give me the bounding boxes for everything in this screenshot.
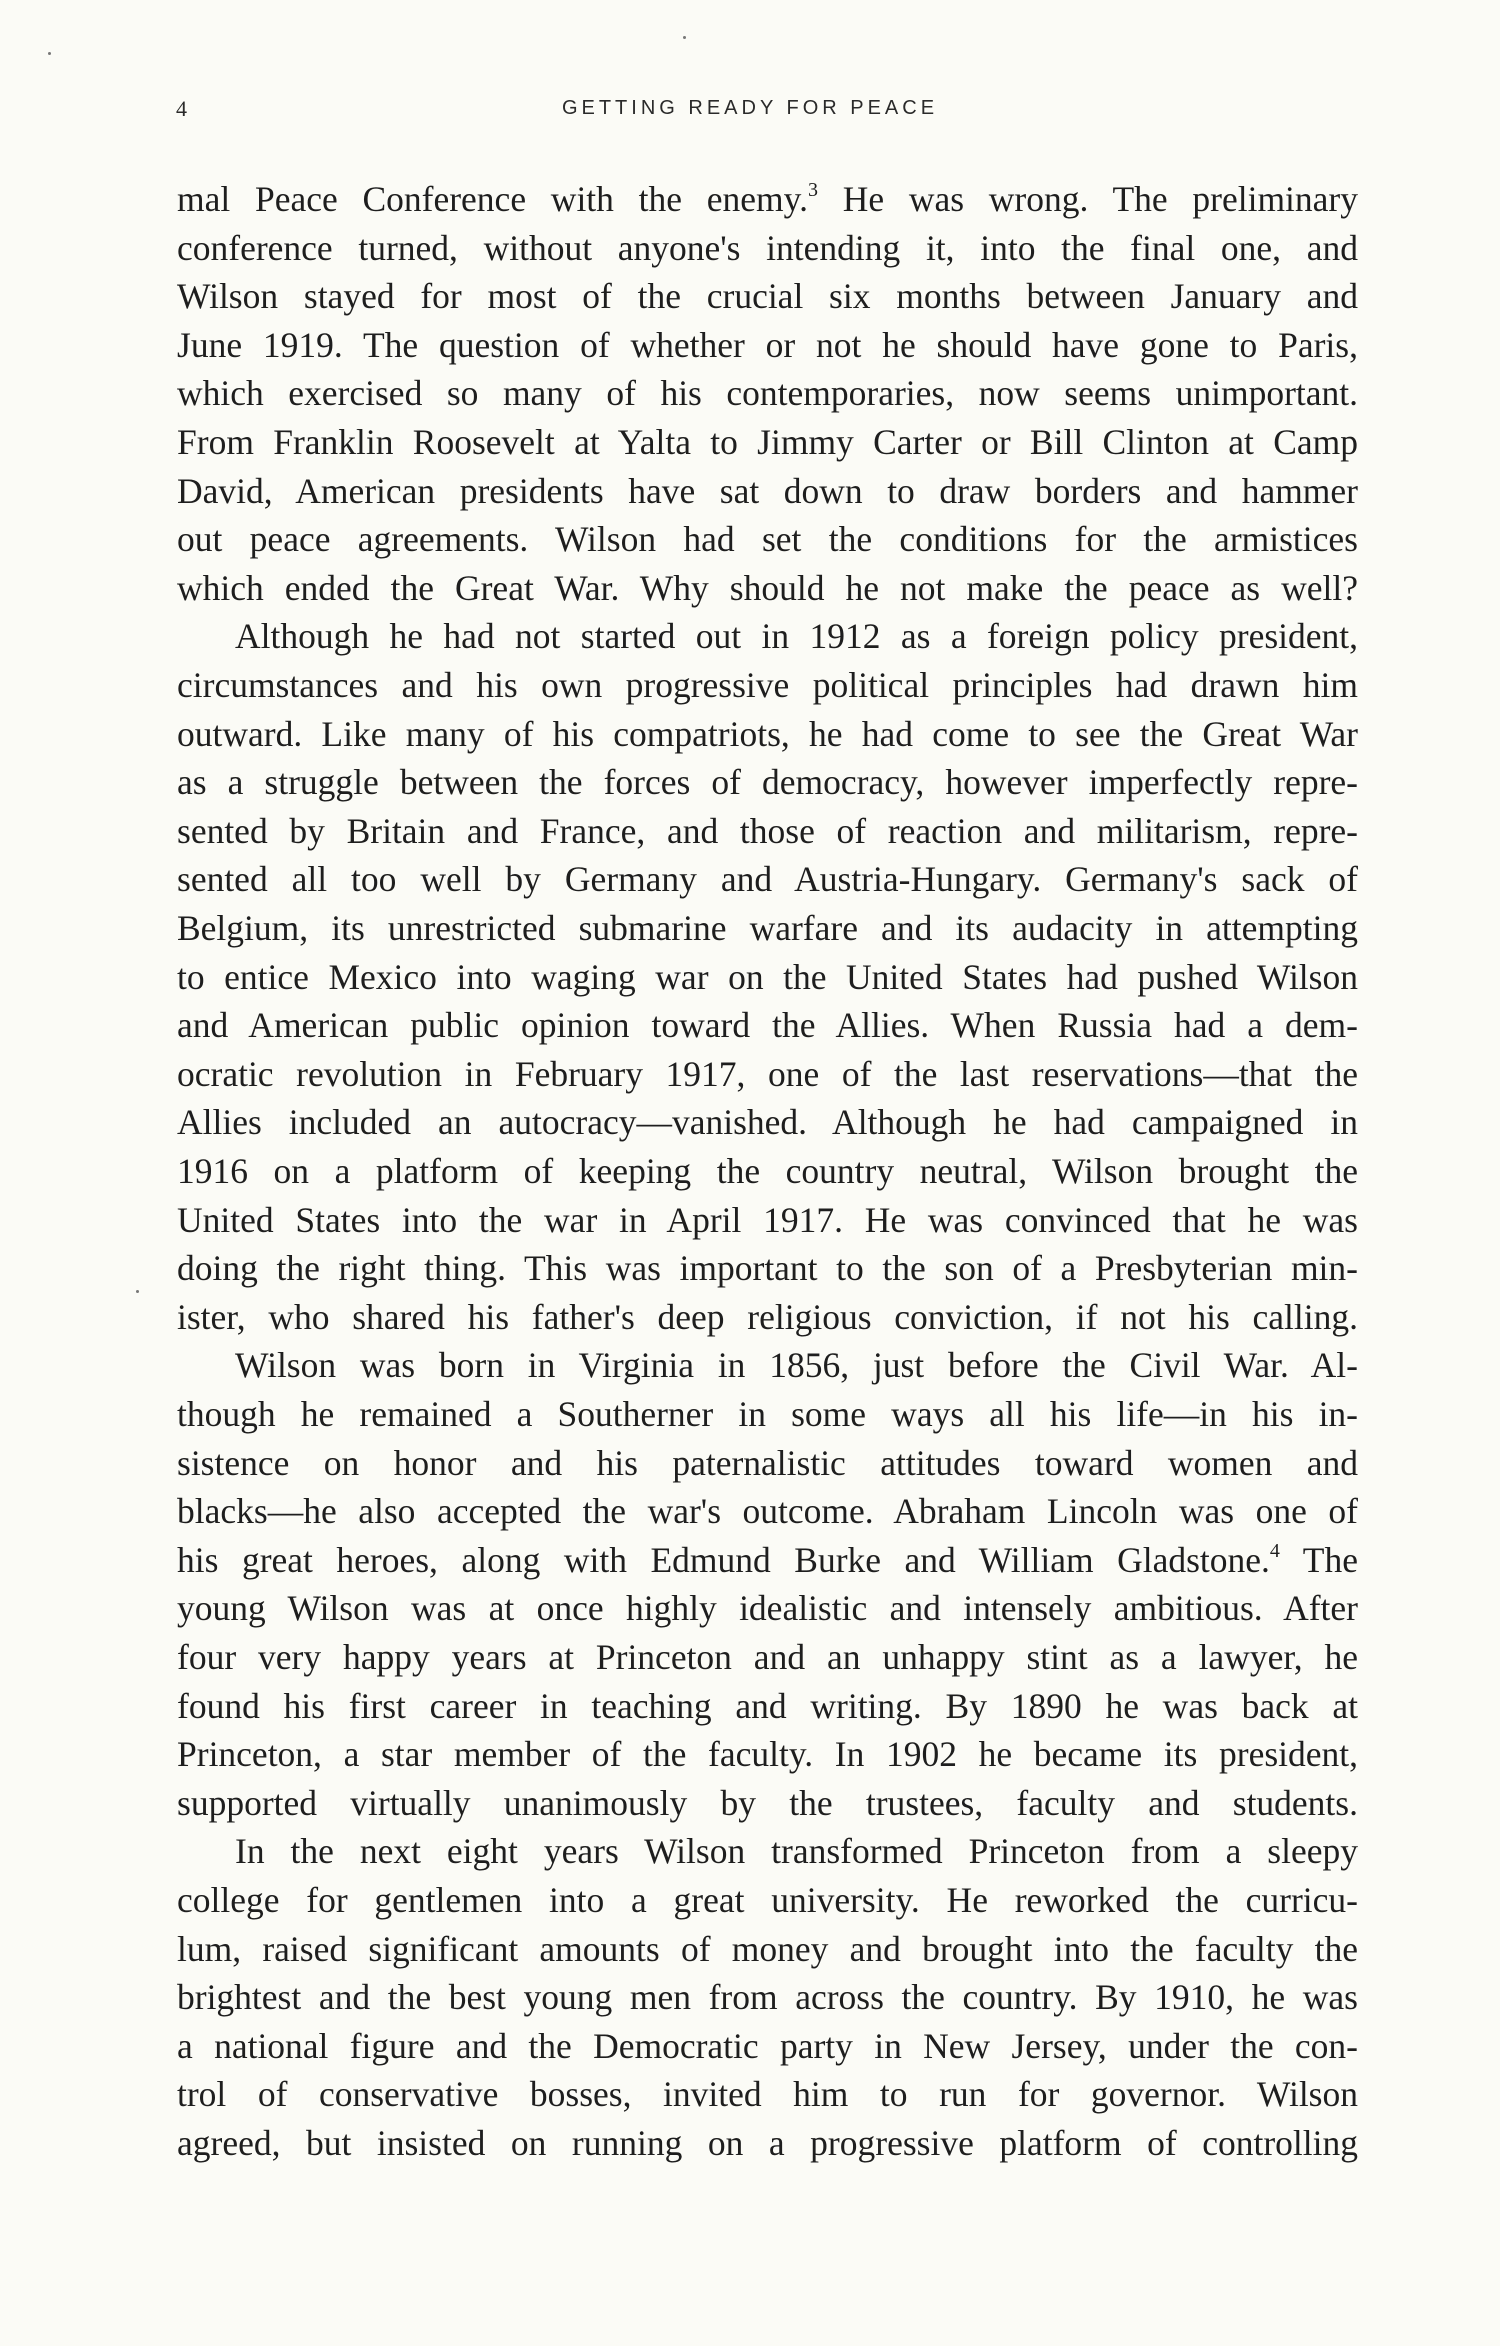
text-line [177, 1633, 1358, 1681]
line-text: and American public opinion toward the Allies. When Russia had a dem- [177, 1005, 1358, 1046]
text-line [177, 467, 1358, 515]
text-line [177, 1439, 1358, 1487]
text-line-content [177, 418, 1358, 466]
line-text: mal Peace Conference with the enemy. [177, 179, 808, 219]
text-line [177, 1050, 1358, 1098]
line-text: trol of conservative bosses, invited him to run for governor. Wilson [177, 2074, 1358, 2115]
text-line [235, 1341, 1358, 1389]
text-line-content [177, 272, 1358, 320]
line-text: From Franklin Roosevelt at Yalta to Jimmy Carter or Bill Clinton at Camp [177, 422, 1358, 462]
text-line [177, 2119, 1358, 2167]
line-text: college for gentlemen into a great university. He reworked the curricu- [177, 1880, 1358, 1920]
text-line-content [177, 807, 1358, 855]
line-text: The [1279, 1539, 1358, 1580]
line-text: sented all too well by Germany and Austria-Hungary. Germany's sack of [177, 859, 1358, 900]
line-text: Although he had not started out in 1912 as a foreign policy president, [235, 616, 1358, 657]
line-text: sistence on honor and his paternalistic attitudes toward women and [177, 1442, 1358, 1483]
line-text: Princeton, a star member of the faculty. In 1902 he became its president, [177, 1734, 1358, 1775]
line-text: found his first career in teaching and writing. By 1890 he was back at [177, 1685, 1358, 1726]
line-text: Wilson stayed for most of the crucial six months between January and [177, 276, 1358, 317]
text-line-content [177, 953, 1358, 1001]
text-line [177, 1779, 1358, 1827]
text-line [177, 1244, 1358, 1292]
text-line [177, 1584, 1358, 1632]
text-line [177, 175, 1358, 223]
footnote-marker: 4 [1269, 1539, 1280, 1562]
scan-speck [683, 36, 686, 39]
text-line [177, 418, 1358, 466]
line-text: Allies included an autocracy—vanished. Although he had campaigned in [177, 1102, 1358, 1143]
line-text: conference turned, without anyone's intending it, into the final one, and [177, 227, 1358, 268]
text-line-content [177, 904, 1358, 952]
text-line-content [235, 1827, 1358, 1875]
page-number: 4 [176, 96, 187, 121]
text-line [177, 1390, 1358, 1438]
footnote-marker: 3 [807, 179, 818, 201]
text-line [177, 1730, 1358, 1778]
text-line-content [177, 1925, 1358, 1973]
text-line-content [177, 2070, 1358, 2118]
text-line-content [177, 661, 1358, 709]
text-line-content [177, 1390, 1358, 1438]
text-line [235, 612, 1358, 660]
text-line-content [177, 1098, 1358, 1146]
text-line-content [177, 224, 1358, 272]
line-text: blacks—he also accepted the war's outcome. Abraham Lincoln was one of [177, 1491, 1358, 1532]
text-line-content [177, 1147, 1358, 1195]
text-line [177, 953, 1358, 1001]
line-text: though he remained a Southerner in some ways all his life—in his in- [177, 1394, 1358, 1434]
text-line [177, 1001, 1358, 1049]
text-line [177, 1925, 1358, 1973]
line-text: as a struggle between the forces of democracy, however imperfectly repre- [177, 762, 1358, 803]
text-line [177, 1147, 1358, 1195]
scan-speck [48, 52, 51, 55]
text-line-content [177, 2119, 1358, 2167]
text-line-content [177, 369, 1358, 417]
text-line-content [177, 1487, 1358, 1535]
text-line [177, 1196, 1358, 1244]
text-line-content [177, 515, 1358, 563]
line-text: sented by Britain and France, and those of reaction and militarism, repre- [177, 810, 1358, 851]
text-line-content [177, 564, 1358, 612]
text-line [177, 2022, 1358, 2070]
text-line [177, 855, 1358, 903]
text-line-content [177, 467, 1358, 515]
text-line [177, 661, 1358, 709]
text-line-content [177, 1001, 1358, 1049]
text-line-content [177, 1779, 1358, 1827]
line-text: In the next eight years Wilson transformed Princeton from a sleepy [235, 1831, 1358, 1872]
text-line [177, 1536, 1358, 1584]
line-text: a national figure and the Democratic party in New Jersey, under the con- [177, 2025, 1358, 2066]
line-text: young Wilson was at once highly idealistic and intensely ambitious. After [177, 1588, 1358, 1629]
line-text: agreed, but insisted on running on a progressive platform of controlling [177, 2123, 1358, 2163]
running-head: GETTING READY FOR PEACE [561, 97, 939, 119]
text-line [177, 710, 1358, 758]
text-line [177, 807, 1358, 855]
line-text: United States into the war in April 1917. He was convinced that he was [177, 1199, 1358, 1240]
text-line-content [177, 2022, 1358, 2070]
line-text: four very happy years at Princeton and an unhappy stint as a lawyer, he [177, 1637, 1358, 1677]
text-line [177, 1876, 1358, 1924]
text-line-content [177, 1682, 1358, 1730]
line-text: Belgium, its unrestricted submarine warfare and its audacity in attempting [177, 908, 1358, 948]
text-line [177, 515, 1358, 563]
text-line-content [177, 1050, 1358, 1098]
text-line-content [177, 710, 1358, 758]
line-text: doing the right thing. This was important to the son of a Presbyterian min- [177, 1248, 1358, 1289]
line-text: 1916 on a platform of keeping the country neutral, Wilson brought the [177, 1151, 1358, 1191]
text-line [177, 564, 1358, 612]
line-text: outward. Like many of his compatriots, he had come to see the Great War [177, 713, 1358, 754]
text-line-content [235, 1341, 1358, 1389]
text-line [177, 272, 1358, 320]
line-text: to entice Mexico into waging war on the United States had pushed Wilson [177, 956, 1358, 997]
text-line-content [177, 1439, 1358, 1487]
text-line [177, 904, 1358, 952]
line-text: his great heroes, along with Edmund Burke and William Gladstone. [177, 1539, 1270, 1580]
line-text: ister, who shared his father's deep religious conviction, if not his calling. [177, 1296, 1358, 1337]
text-line [177, 369, 1358, 417]
text-line-content [177, 1584, 1358, 1632]
line-text: circumstances and his own progressive political principles had drawn him [177, 665, 1358, 705]
text-line [177, 2070, 1358, 2118]
text-line-content [177, 1633, 1358, 1681]
line-text: He was wrong. The preliminary [817, 179, 1358, 219]
scan-speck [136, 1290, 139, 1293]
line-text: David, American presidents have sat down to draw borders and hammer [177, 470, 1358, 511]
text-line [235, 1827, 1358, 1875]
text-line-content [177, 175, 1358, 223]
text-line-content [177, 1876, 1358, 1924]
line-text: supported virtually unanimously by the trustees, faculty and students. [177, 1782, 1358, 1823]
text-line [177, 1098, 1358, 1146]
text-line [177, 1293, 1358, 1341]
line-text: which ended the Great War. Why should he not make the peace as well? [177, 567, 1358, 608]
text-line-content [177, 1244, 1358, 1292]
text-line [177, 1682, 1358, 1730]
text-line-content [177, 1730, 1358, 1778]
text-line-content [177, 1973, 1358, 2021]
text-line [177, 224, 1358, 272]
text-line-content [235, 612, 1358, 660]
text-line-content [177, 321, 1358, 369]
text-line [177, 758, 1358, 806]
text-line [177, 1487, 1358, 1535]
text-line [177, 321, 1358, 369]
text-line-content [177, 1293, 1358, 1341]
text-line-content [177, 1196, 1358, 1244]
line-text: Wilson was born in Virginia in 1856, just before the Civil War. Al- [235, 1345, 1358, 1386]
line-text: out peace agreements. Wilson had set the conditions for the armistices [177, 519, 1358, 560]
text-line-content [177, 758, 1358, 806]
text-line [177, 1973, 1358, 2021]
text-line-content [177, 1536, 1358, 1584]
line-text: which exercised so many of his contemporaries, now seems unimportant. [177, 373, 1358, 414]
line-text: brightest and the best young men from across the country. By 1910, he was [177, 1977, 1358, 2018]
text-line-content [177, 855, 1358, 903]
line-text: ocratic revolution in February 1917, one of the last reservations—that the [177, 1053, 1358, 1094]
line-text: lum, raised significant amounts of money and brought into the faculty the [177, 1928, 1358, 1969]
line-text: June 1919. The question of whether or not he should have gone to Paris, [177, 324, 1358, 365]
